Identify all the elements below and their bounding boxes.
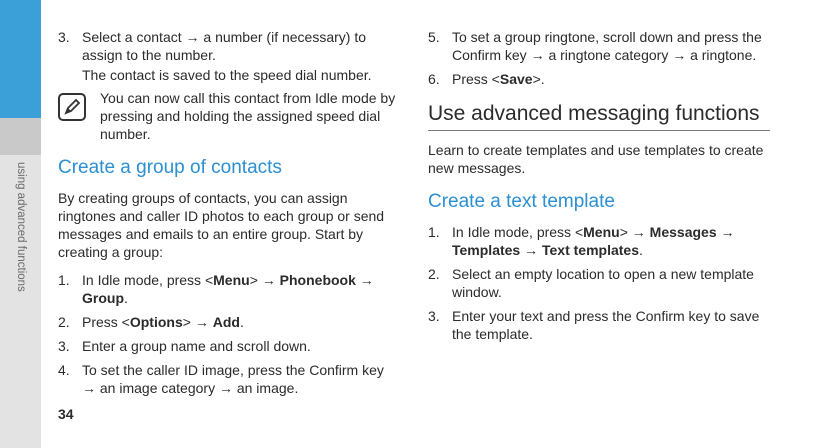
step-item: 3. Enter your text and press the Confirm key to save the template.	[428, 308, 760, 342]
main-intro: Learn to create templates and use templates to create new messages.	[428, 142, 764, 176]
section-heading: Create a group of contacts	[58, 157, 282, 178]
left-column	[58, 28, 398, 403]
step-item: 4. To set the caller ID image, press the Confirm key → an image category → an image.	[58, 362, 384, 396]
note-box	[58, 89, 398, 143]
section-label: using advanced functions	[15, 162, 27, 292]
section-intro: By creating groups of contacts, you can assign ringtones and caller ID photos to each group or send messages and emails to an entire group. Start by creating a group:	[58, 190, 385, 260]
step-item: 1. In Idle mode, press <Menu> → Phonebook → Group.	[58, 272, 374, 306]
sidebar-tab-strip	[0, 0, 41, 448]
step-item: 1. In Idle mode, press <Menu> → Messages → Templates → Text templates.	[428, 224, 735, 258]
main-heading: Use advanced messaging functions	[428, 102, 770, 131]
note-text: You can now call this contact from Idle mode by pressing and holding the assigned speed dial number.	[100, 90, 396, 142]
right-column	[428, 28, 770, 349]
step-item: 3. Select a contact → a number (if necessary) to assign to the number.	[58, 29, 367, 63]
pencil-note-icon	[58, 93, 86, 121]
step-item: 3. Enter a group name and scroll down.	[58, 338, 311, 354]
section-heading: Create a text template	[428, 191, 615, 212]
step-item: 6. Press <Save>.	[428, 71, 545, 87]
step-item: 2. Press <Options> → Add.	[58, 314, 244, 330]
step-subtext: The contact is saved to the speed dial number.	[82, 67, 372, 83]
step-item: 5. To set a group ringtone, scroll down and press the Confirm key → a ringtone category → a ringtone.	[428, 29, 762, 63]
sidebar-tab-indicator	[0, 118, 41, 155]
step-item: 2. Select an empty location to open a new template window.	[428, 266, 754, 300]
page-number: 34	[58, 406, 74, 422]
